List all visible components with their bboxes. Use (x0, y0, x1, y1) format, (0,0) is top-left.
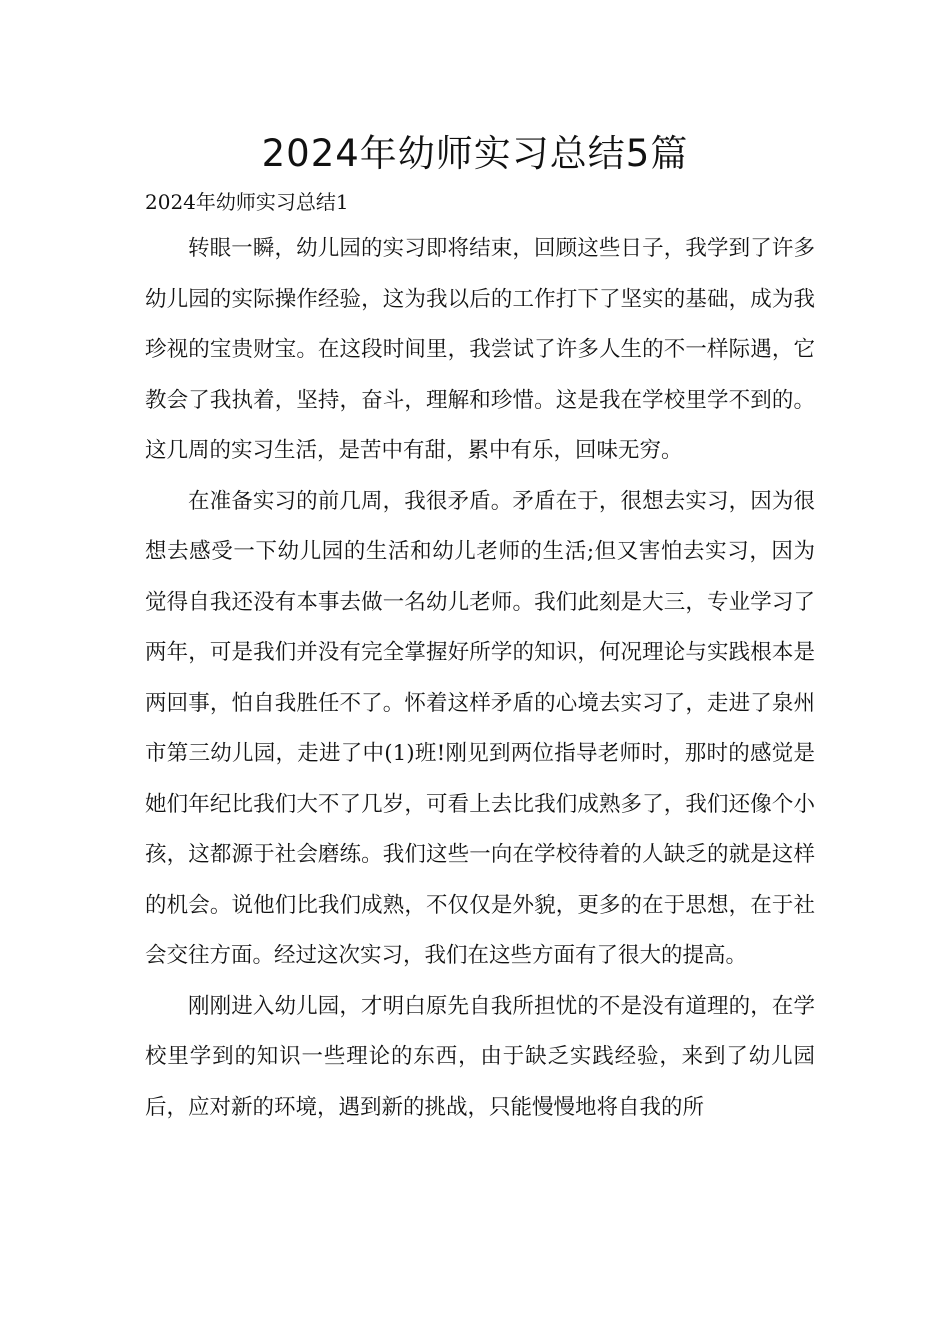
document-body (145, 224, 815, 1133)
paragraph-3: 刚刚进入幼儿园，才明白原先自我所担忧的不是没有道理的，在学校里学到的知识一些理论的东西，由于缺乏实践经验，来到了幼儿园后，应对新的环境，遇到新的挑战，只能慢慢地将自我的所 (145, 993, 815, 1120)
paragraph-2: 在准备实习的前几周，我很矛盾。矛盾在于，很想去实习，因为很想去感受一下幼儿园的生活和幼儿老师的生活;但又害怕去实习，因为觉得自我还没有本事去做一名幼儿老师。我们此刻是大三，专业学习了两年，可是我们并没有完全掌握好所学的知识，何况理论与实践根本是两回事，怕自我胜任不了。怀着这样矛盾的心境去实习了，走进了泉州市第三幼儿园，走进了中(1)班!刚见到两位指导老师时，那时的感觉是她们年纪比我们大不了几岁，可看上去比我们成熟多了，我们还像个小孩，这都源于社会磨练。我们这些一向在学校待着的人缺乏的就是这样的机会。说他们比我们成熟，不仅仅是外貌，更多的在于思想，在于社会交往方面。经过这次实习，我们在这些方面有了很大的提高。 (145, 488, 815, 968)
paragraph-1: 转眼一瞬，幼儿园的实习即将结束，回顾这些日子，我学到了许多幼儿园的实际操作经验，这为我以后的工作打下了坚实的基础，成为我珍视的宝贵财宝。在这段时间里，我尝试了许多人生的不一样际遇，它教会了我执着，坚持，奋斗，理解和珍惜。这是我在学校里学不到的。这几周的实习生活，是苦中有甜，累中有乐，回味无穷。 (145, 236, 815, 463)
section-heading: 2024年幼师实习总结1 (145, 190, 349, 214)
document-title: 2024年幼师实习总结5篇 (261, 132, 689, 175)
